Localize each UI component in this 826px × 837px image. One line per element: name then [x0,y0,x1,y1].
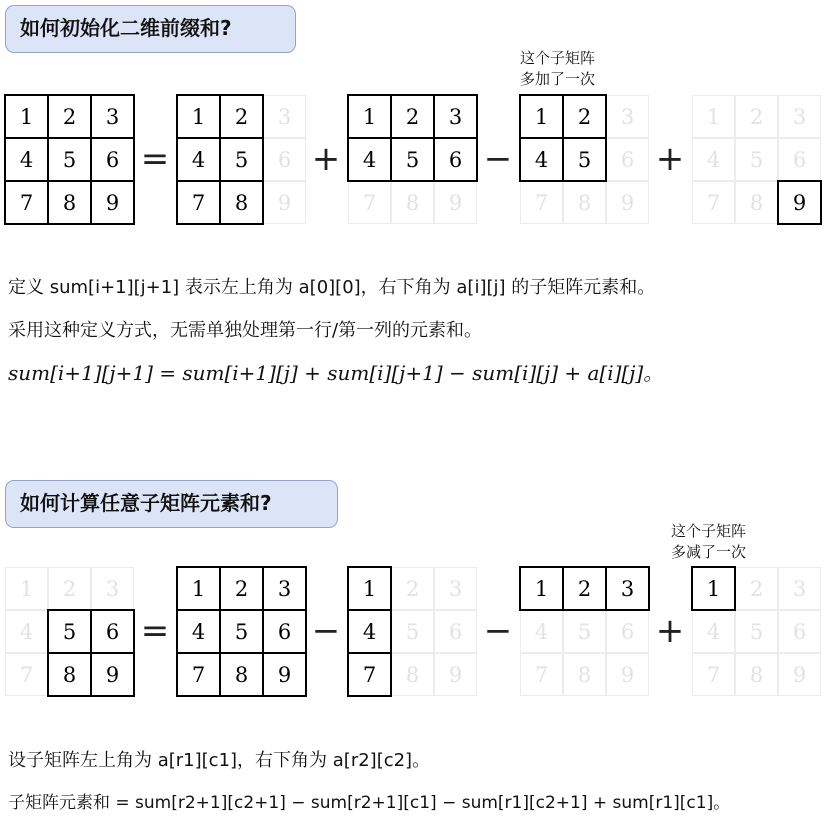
matrix-cell: 4 [362,619,377,644]
matrix-cell: 2 [577,104,592,129]
matrix-cell: 9 [778,653,821,696]
section1-heading: 如何初始化二维前缀和? [5,5,296,53]
cell-divider [219,94,221,225]
cell-divider [347,652,392,654]
matrix-cell: 5 [234,147,249,172]
matrix-cell: 8 [735,653,778,696]
matrix-cell: 4 [520,610,563,653]
cell-divider [176,180,264,182]
matrix-cell: 1 [19,104,34,129]
matrix-cell: 8 [234,662,249,687]
matrix-cell: 2 [577,576,592,601]
matrix-cell: 8 [391,653,434,696]
matrix-cell: 5 [735,138,778,181]
section1-note-line1: 这个子矩阵 [520,49,596,67]
matrix-cell: 7 [19,190,34,215]
matrix-cell: 3 [778,95,821,138]
matrix-cell: 3 [277,576,292,601]
matrix-cell: 7 [520,181,563,224]
matrix-cell: 7 [5,653,48,696]
equals-operator: = [140,611,170,651]
matrix-cell: 9 [105,190,120,215]
cell-divider [262,566,264,697]
section1-definition-text: 定义 sum[i+1][j+1] 表示左上角为 a[0][0]，右下角为 a[i][j] 的子矩阵元素和。 [8,277,656,298]
section1-note-line2: 多加了一次 [520,70,596,88]
matrix-cell: 1 [706,576,721,601]
cell-divider [519,137,607,139]
matrix-cell: 6 [606,610,649,653]
section2-note-line2: 多减了一次 [671,543,747,561]
plus-operator: + [655,139,685,179]
matrix-cell: 5 [563,610,606,653]
cell-divider [176,652,307,654]
section1-formula: sum[i+1][j+1] = sum[i+1][j] + sum[i][j+1] − sum[i][j] + a[i][j]。 [8,361,664,385]
matrix-cell: 5 [405,147,420,172]
cell-divider [347,137,478,139]
matrix-cell: 9 [263,181,306,224]
matrix-cell: 3 [606,95,649,138]
matrix-cell: 8 [563,181,606,224]
matrix-cell: 6 [778,610,821,653]
matrix-cell: 9 [105,662,120,687]
matrix-cell: 8 [391,181,434,224]
matrix-cell: 6 [105,619,120,644]
matrix-cell: 1 [692,95,735,138]
plus-operator: + [655,611,685,651]
matrix-cell: 3 [263,95,306,138]
matrix-cell: 8 [563,653,606,696]
matrix-cell: 7 [362,662,377,687]
matrix-cell: 4 [191,147,206,172]
minus-operator: − [311,611,341,651]
matrix-cell: 2 [735,95,778,138]
cell-divider [219,566,221,697]
matrix-cell: 7 [348,181,391,224]
matrix-cell: 3 [620,576,635,601]
section2-definition-text: 设子矩阵左上角为 a[r1][c1]，右下角为 a[r2][c2]。 [8,750,431,771]
minus-operator: − [483,139,513,179]
cell-divider [4,180,135,182]
cell-divider [90,94,92,225]
section2-grid-full-sum [177,567,306,696]
matrix-cell: 2 [391,567,434,610]
matrix-cell: 5 [62,619,77,644]
matrix-cell: 3 [778,567,821,610]
matrix-cell: 9 [434,181,477,224]
section2-note-line1: 这个子矩阵 [671,522,747,540]
matrix-cell: 5 [735,610,778,653]
matrix-cell: 7 [692,181,735,224]
matrix-cell: 5 [577,147,592,172]
matrix-cell: 1 [5,567,48,610]
matrix-cell: 3 [448,104,463,129]
section1-grid-top-part [348,95,477,224]
cell-divider [176,137,264,139]
plus-operator: + [311,139,341,179]
section2-grid-left-column [348,567,477,696]
matrix-cell: 1 [362,104,377,129]
matrix-cell: 6 [448,147,463,172]
matrix-cell: 1 [534,576,549,601]
section1-grid-sum-full [5,95,134,224]
matrix-cell: 1 [534,104,549,129]
matrix-cell: 7 [191,190,206,215]
matrix-cell: 2 [405,104,420,129]
matrix-cell: 5 [62,147,77,172]
matrix-cell: 6 [105,147,120,172]
matrix-cell: 1 [191,104,206,129]
matrix-cell: 9 [277,662,292,687]
matrix-cell: 8 [62,662,77,687]
matrix-cell: 4 [692,610,735,653]
matrix-cell: 5 [234,619,249,644]
matrix-cell: 1 [362,576,377,601]
matrix-cell: 9 [792,190,807,215]
cell-divider [347,609,392,611]
section2-grid-top-row [520,567,649,696]
section1-explanation-text: 采用这种定义方式，无需单独处理第一行/第一列的元素和。 [8,320,483,341]
cell-divider [176,609,307,611]
matrix-cell: 9 [606,653,649,696]
section2-heading: 如何计算任意子矩阵元素和? [5,480,338,528]
matrix-cell: 8 [234,190,249,215]
matrix-cell: 4 [362,147,377,172]
section1-grid-overlap [520,95,649,224]
matrix-cell: 7 [191,662,206,687]
section2-formula: 子矩阵元素和 = sum[r2+1][c2+1] − sum[r2+1][c1] − sum[r1][c2+1] + sum[r1][c1]。 [8,793,731,813]
matrix-cell: 2 [234,104,249,129]
matrix-cell: 4 [534,147,549,172]
matrix-cell: 9 [606,181,649,224]
matrix-cell: 7 [520,653,563,696]
cell-divider [4,137,135,139]
matrix-cell: 8 [735,181,778,224]
equals-operator: = [140,139,170,179]
matrix-cell: 4 [19,147,34,172]
matrix-cell: 6 [263,138,306,181]
matrix-cell: 3 [105,104,120,129]
matrix-cell: 7 [692,653,735,696]
matrix-cell: 2 [234,576,249,601]
matrix-cell: 2 [62,104,77,129]
matrix-cell: 3 [434,567,477,610]
matrix-cell: 5 [391,610,434,653]
cell-divider [605,566,607,611]
cell-divider [562,566,564,611]
matrix-cell: 3 [91,567,134,610]
matrix-cell: 2 [735,567,778,610]
cell-divider [47,94,49,225]
matrix-cell: 1 [191,576,206,601]
section1-grid-corner-element [692,95,821,224]
section2-grid-target-submatrix [5,567,134,696]
matrix-cell: 4 [191,619,206,644]
section2-grid-overlap-corner [692,567,821,696]
cell-divider [47,652,135,654]
matrix-cell: 9 [434,653,477,696]
minus-operator: − [483,611,513,651]
matrix-cell: 8 [62,190,77,215]
section1-grid-left-part [177,95,306,224]
matrix-cell: 6 [606,138,649,181]
matrix-cell: 4 [5,610,48,653]
matrix-cell: 6 [778,138,821,181]
matrix-cell: 6 [434,610,477,653]
matrix-cell: 2 [48,567,91,610]
matrix-cell: 4 [692,138,735,181]
matrix-cell: 6 [277,619,292,644]
